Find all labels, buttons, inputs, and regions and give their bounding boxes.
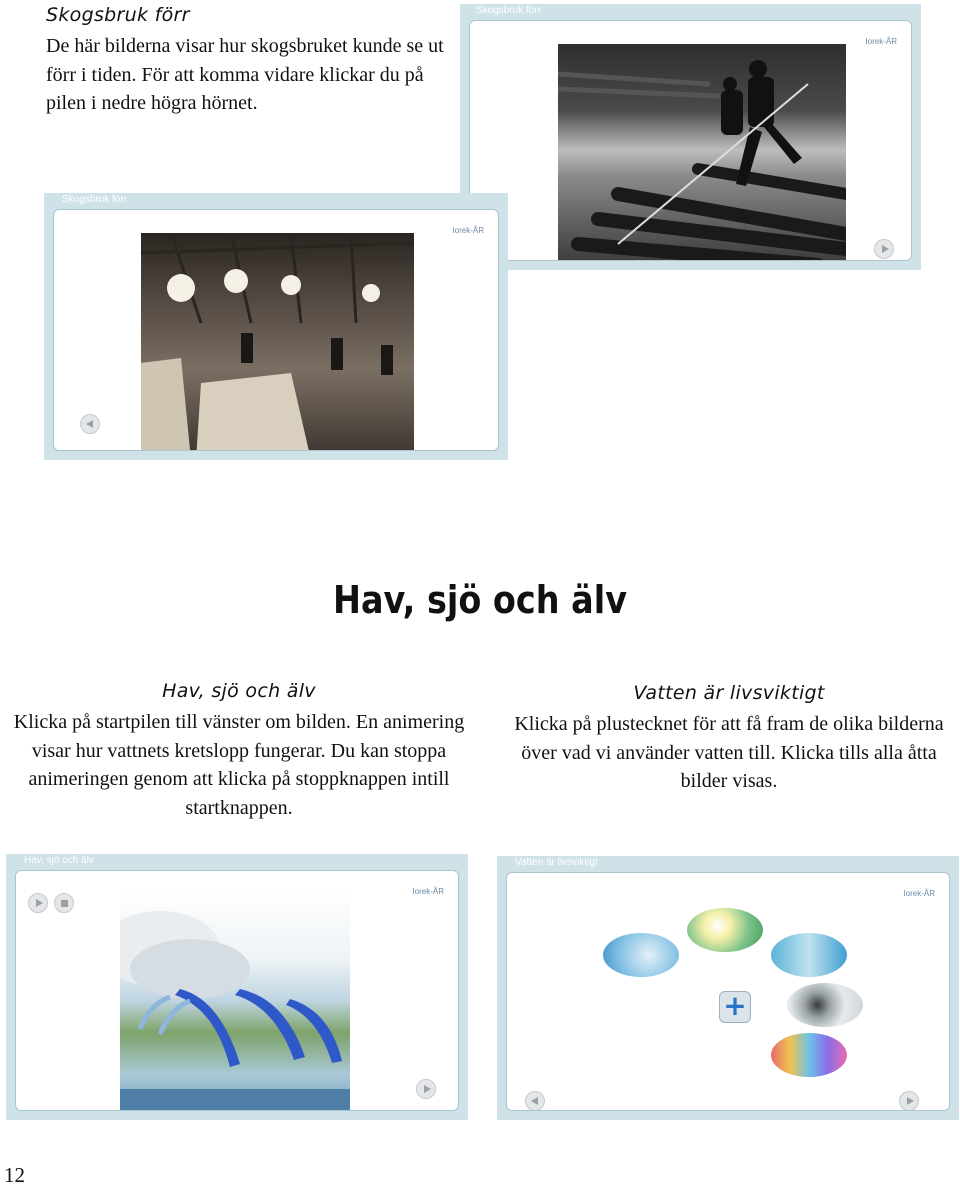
water-image-flower [687,908,763,952]
vatten-description [500,682,958,796]
water-image-tap [603,933,679,977]
next-arrow-icon[interactable] [874,239,894,259]
brand-logo: Iorek-ÅR [865,37,897,46]
screen-tab-title: Skogsbruk förr [476,5,542,16]
start-button-icon[interactable] [28,893,48,913]
log-driving-photo [558,44,846,261]
screen-tab-title: Hav, sjö och älv [24,855,94,866]
screenshot-hav [6,854,468,1120]
screenshot-skogsbruk-mill [44,193,508,460]
water-image-people [771,1033,847,1077]
previous-arrow-icon[interactable] [80,414,100,434]
water-image-washer [787,983,863,1027]
hav-description [4,680,474,822]
plus-button[interactable]: + [719,991,751,1023]
screen-content [506,872,950,1111]
intro-block [46,4,446,118]
hav-text: Klicka på startpilen till vänster om bilden. En animering visar hur vattnets kretslopp fungerar. Du kan stoppa animeringen genom att klicka på stoppknappen intill startknappen. [13,711,465,819]
vatten-text: Klicka på plustecknet för att få fram de olika bilderna över vad vi använder vatten till. Klicka tills alla åtta bilder visas. [514,713,944,792]
intro-heading: Skogsbruk förr [46,4,190,26]
vatten-heading: Vatten är livsviktigt [633,682,825,704]
brand-logo: Iorek-ÅR [903,889,935,898]
next-arrow-icon[interactable] [899,1091,919,1111]
brand-logo: Iorek-ÅR [412,887,444,896]
screenshot-skogsbruk-river [460,4,921,270]
section-title: Hav, sjö och älv [332,578,628,622]
sawmill-photo [141,233,414,451]
water-image-fishing [771,933,847,977]
stop-button-icon[interactable] [54,893,74,913]
screen-content [469,20,912,261]
intro-text: De här bilderna visar hur skogsbruket kunde se ut förr i tiden. För att komma vidare klickar du på pilen i nedre högra hörnet. [46,35,444,114]
brand-logo: Iorek-ÅR [452,226,484,235]
hav-heading: Hav, sjö och älv [162,680,316,702]
screen-tab-title: Vatten är livsviktigt [515,857,598,868]
page-number: 12 [4,1163,25,1186]
screen-content [53,209,499,451]
screenshot-vatten [497,856,959,1120]
water-cycle-illustration [120,889,350,1111]
next-arrow-icon[interactable] [416,1079,436,1099]
screen-content [15,870,459,1111]
previous-arrow-icon[interactable] [525,1091,545,1111]
screen-tab-title: Skogsbruk förr [62,194,128,205]
